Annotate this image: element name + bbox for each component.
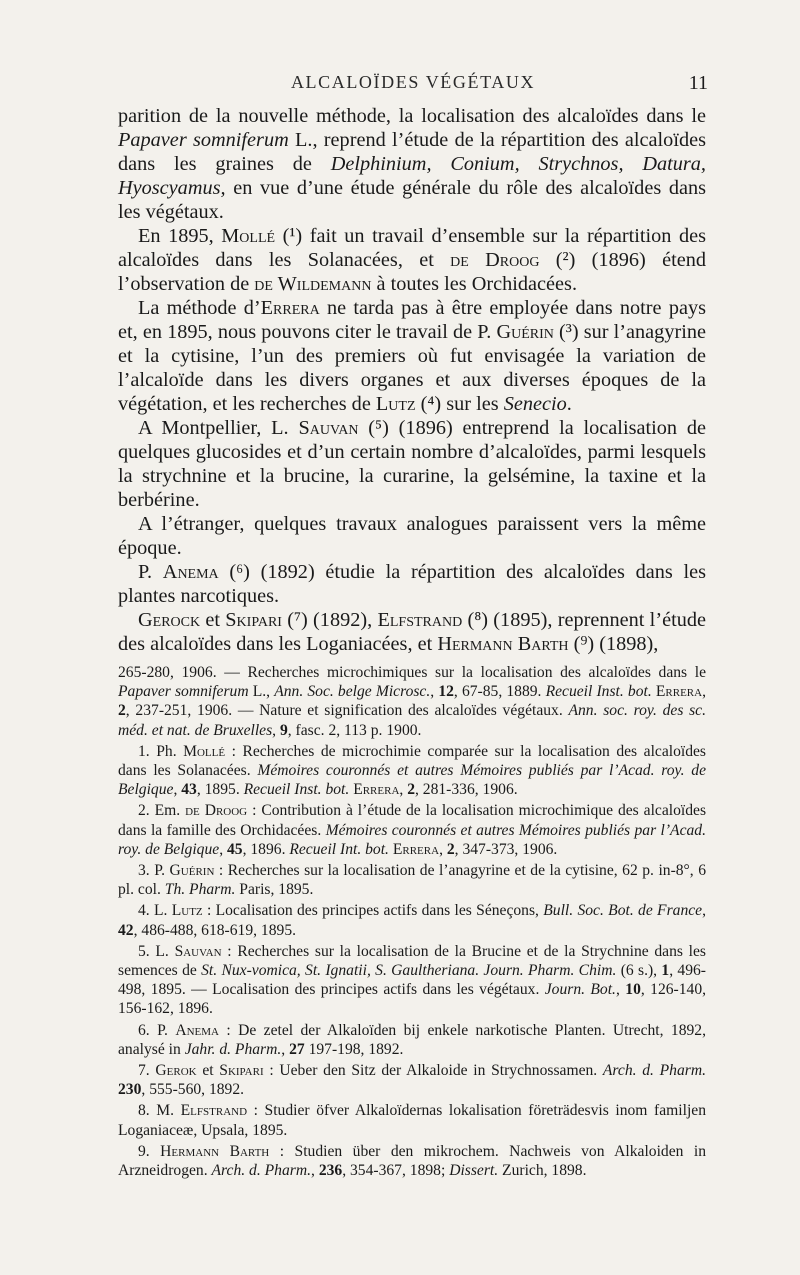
journal-title: St. Nux-vomica, St. Ignatii, S. Gaultheriana. Journ. Pharm. Chim. <box>201 962 617 980</box>
footnote-4 <box>118 901 706 939</box>
text-run: 5. L. <box>138 942 175 960</box>
text-run: : Ueber den Sitz der Alkaloide in Strychnossamen. <box>263 1062 603 1080</box>
journal-title: Jahr. d. Pharm. <box>184 1040 282 1058</box>
author-name: Errera <box>655 683 703 701</box>
text-run: , <box>272 721 280 739</box>
text-run: A Montpellier, L. <box>138 417 299 439</box>
taxon-name: Papaver somniferum <box>118 683 249 701</box>
volume-number: 236 <box>318 1162 343 1180</box>
author-name: Skipari <box>219 1062 264 1080</box>
text-run: , 1896. <box>242 840 290 858</box>
text-run: 3. P. <box>138 862 170 880</box>
footnote-7 <box>118 1061 706 1099</box>
footnotes <box>118 663 706 1182</box>
volume-number: 43 <box>181 781 197 799</box>
text-run: (⁷) (1892), <box>281 609 378 631</box>
volume-number: 45 <box>226 840 243 858</box>
volume-number: 12 <box>438 683 454 701</box>
text-run: 2. Em. <box>138 802 186 820</box>
footnote-9 <box>118 1142 706 1180</box>
journal-title: Journ. Bot. <box>544 981 616 999</box>
text-run: (⁸) (1895), reprennent l’étude des alcaloïdes dans les Loganiacées, et <box>118 609 706 655</box>
text-run: : Localisation des principes actifs dans les Séneçons, <box>202 902 544 920</box>
volume-number: 2 <box>407 781 415 799</box>
paragraph-1 <box>118 104 706 224</box>
taxon-name: Senecio <box>503 393 567 415</box>
text-run: , 347-373, 1906. <box>454 840 558 858</box>
author-name: Lutz <box>171 902 203 920</box>
text-run: Zurich, 1898. <box>498 1162 587 1180</box>
author-name: Guérin <box>496 321 554 343</box>
text-run: , <box>281 1040 290 1058</box>
volume-number: 230 <box>118 1081 142 1099</box>
page-number: 11 <box>688 72 708 94</box>
paragraph-4 <box>118 416 706 512</box>
text-run: , <box>702 902 706 920</box>
text-run: , <box>311 1162 319 1180</box>
text-run: L., <box>248 683 275 701</box>
author-name: Hermann Barth <box>160 1142 270 1160</box>
author-name: Mollé <box>221 225 276 247</box>
journal-title: Bull. Soc. Bot. de France <box>543 902 703 920</box>
text-run: : Recherches de microchimie comparée sur la localisation des alcaloïdes dans les Solanacées. <box>118 742 706 780</box>
text-run: , <box>173 781 182 799</box>
author-name: de Droog <box>185 802 248 820</box>
journal-title: Th. Pharm. <box>164 881 236 899</box>
author-name: de Droog <box>450 249 540 271</box>
text-run: , 496-498, 1895. — Localisation des principes actifs dans les végétaux. <box>118 962 707 999</box>
volume-number: 2 <box>446 840 455 858</box>
text-run: et <box>196 1062 220 1080</box>
author-name: Hermann Barth <box>437 633 569 655</box>
author-name: Guérin <box>169 862 215 880</box>
journal-title: Dissert. <box>449 1162 499 1180</box>
footnote-1 <box>118 742 706 800</box>
text-run: 6. P. <box>138 1021 176 1039</box>
text-run: et <box>200 609 226 631</box>
text-run: , <box>615 981 626 999</box>
journal-title: Arch. d. Pharm. <box>211 1162 312 1180</box>
text-run: , fasc. 2, 113 p. 1900. <box>287 721 422 739</box>
volume-number: 42 <box>118 921 134 939</box>
text-run: , 67-85, 1889. <box>453 683 546 701</box>
text-run: , 354-367, 1898; <box>342 1162 450 1180</box>
author-name: Gerock <box>138 609 201 631</box>
author-name: Elfstrand <box>377 609 463 631</box>
running-title: ALCALOÏDES VÉGÉTAUX <box>290 72 536 92</box>
text-run: La méthode d’ <box>138 297 261 319</box>
author-name: Lutz <box>375 393 416 415</box>
volume-number: 2 <box>118 702 126 720</box>
author-name: Anema <box>175 1021 219 1039</box>
text-run: à toutes les Orchidacées. <box>371 273 578 295</box>
text-run: Paris, 1895. <box>235 881 314 899</box>
author-name: Skipari <box>225 609 282 631</box>
text-run: : Recherches sur la localisation de l’anagyrine et de la cytisine, 62 p. in-8°, 6 pl. col. <box>118 862 706 899</box>
text-run: En 1895, <box>138 225 222 247</box>
text-run: , <box>430 683 439 701</box>
text-run: : Studier öfver Alkaloïdernas lokalisation företrädesvis inom familjen Loganiaceæ, Upsala, 1895. <box>118 1102 706 1139</box>
text-run: , <box>439 840 447 858</box>
text-run: , 1895. <box>196 781 244 799</box>
journal-title: Mémoires couronnés et autres Mémoires publiés par l’Acad. roy. de Belgique <box>118 821 706 858</box>
text-run: : Studien über den mikrochem. Nachweis von Alkaloiden in Arzneidrogen. <box>118 1142 707 1180</box>
text-run: 7. <box>138 1062 156 1080</box>
text-run: , <box>702 683 706 701</box>
text-run: ne tarda pas à être employée dans notre pays et, en 1895, nous pouvons citer le travail de P. <box>118 297 706 343</box>
author-name: Sauvan <box>174 942 222 960</box>
journal-title: Arch. d. Pharm. <box>602 1062 706 1080</box>
footnote-5 <box>118 942 706 1019</box>
text-run: (⁵) (1896) entreprend la localisation de quelques glucosides et d’un certain nombre d’alcaloïdes, parmi lesquels la strychnine et la brucine, la curarine, la gelsémine, la taxine et la berbérine. <box>118 417 706 511</box>
text-run: , <box>399 781 408 799</box>
taxon-name: Papaver somniferum <box>118 129 289 151</box>
footnote-continued <box>118 663 706 740</box>
paragraph-5: A l’étranger, quelques travaux analogues paraissent vers la même époque. <box>118 513 706 559</box>
text-run: (⁶) (1892) étudie la répartition des alcaloïdes dans les plantes narcotiques. <box>118 561 706 607</box>
author-name: Sauvan <box>298 417 359 439</box>
text-run: (6 s.), <box>616 962 662 980</box>
text-run: (³) sur l’anagyrine et la cytisine, l’un des premiers où fut envisagée la variation de l’alcaloïde dans les divers organes et aux diverses époques de la végétation, et les recherches de <box>118 321 706 415</box>
footnote-6 <box>118 1021 706 1059</box>
text-run: 4. L. <box>138 902 172 920</box>
taxon-list: Delphinium, Conium, Strychnos, Datura, Hyoscyamus, <box>118 153 706 199</box>
text-run: : Recherches sur la localisation de la Brucine et de la Strychnine dans les semences de <box>118 942 706 980</box>
footnote-2 <box>118 801 706 859</box>
journal-title: Recueil Inst. bot. <box>545 683 652 701</box>
text-run: , 237-251, 1906. — Nature et signification des alcaloïdes végétaux. <box>125 702 569 720</box>
text-run: , <box>219 840 227 858</box>
author-name: Elfstrand <box>180 1102 248 1120</box>
text-run: , 555-560, 1892. <box>141 1081 245 1099</box>
author-name: Anema <box>162 561 219 583</box>
journal-title: Ann. soc. roy. des sc. méd. et nat. de Bruxelles <box>118 702 706 739</box>
paragraph-7 <box>118 608 706 656</box>
text-run: , 126-140, 156-162, 1896. <box>118 981 707 1018</box>
text-run: (⁹) (1898), <box>568 633 659 655</box>
text-run: : Contribution à l’étude de la localisation microchimique des alcaloïdes dans la famille des Orchidacées. <box>118 802 707 839</box>
author-name: de Wildemann <box>254 273 372 295</box>
volume-number: 10 <box>625 981 641 999</box>
text-run: 9. <box>138 1142 161 1160</box>
text-run: (¹) fait un travail d’ensemble sur la répartition des alcaloïdes dans les Solanacées, et <box>118 225 707 271</box>
author-name: Errera <box>353 781 400 799</box>
text-run: L., reprend l’étude de la répartition des alcaloïdes dans les graines de <box>118 129 706 175</box>
text-run: : De zetel der Alkaloïden bij enkele narkotische Planten. Utrecht, 1892, analysé in <box>118 1021 707 1058</box>
author-name: Errera <box>260 297 320 319</box>
page-header <box>118 72 708 102</box>
journal-title: Recueil Int. bot. <box>289 840 389 858</box>
author-name: Mollé <box>183 742 226 760</box>
text-run: , 281-336, 1906. <box>414 781 518 799</box>
volume-number: 9 <box>279 721 288 739</box>
text-run: 1. Ph. <box>138 742 184 760</box>
paragraph-3 <box>118 296 706 416</box>
paragraph-6 <box>118 560 706 608</box>
text-run: 8. M. <box>138 1102 181 1120</box>
text-run: en vue d’une étude générale du rôle des alcaloïdes dans les végétaux. <box>118 177 706 223</box>
author-name: Gerok <box>155 1062 197 1080</box>
journal-title: Mémoires couronnés et autres Mémoires publiés par l’Acad. roy. de Belgique <box>118 762 706 799</box>
main-text <box>118 104 706 656</box>
text-run: P. <box>138 561 163 583</box>
footnote-8 <box>118 1101 706 1139</box>
text-run: 265-280, 1906. — Recherches microchimiques sur la localisation des alcaloïdes dans le <box>118 664 706 681</box>
footnote-3 <box>118 861 706 899</box>
text-run: , 486-488, 618-619, 1895. <box>133 921 297 939</box>
text-run: (⁴) sur les <box>415 393 504 415</box>
journal-title: Recueil Inst. bot. <box>243 781 350 799</box>
author-name: Errera <box>392 840 440 858</box>
volume-number: 27 <box>289 1040 305 1058</box>
text-run: . <box>566 393 572 415</box>
journal-title: Ann. Soc. belge Microsc. <box>274 683 431 701</box>
text-run: parition de la nouvelle méthode, la localisation des alcaloïdes dans le <box>118 105 706 127</box>
text-run: (²) (1896) étend l’observation de <box>118 249 706 295</box>
volume-number: 1 <box>661 962 670 980</box>
paragraph-2 <box>118 224 706 296</box>
text-run: 197-198, 1892. <box>304 1040 404 1058</box>
